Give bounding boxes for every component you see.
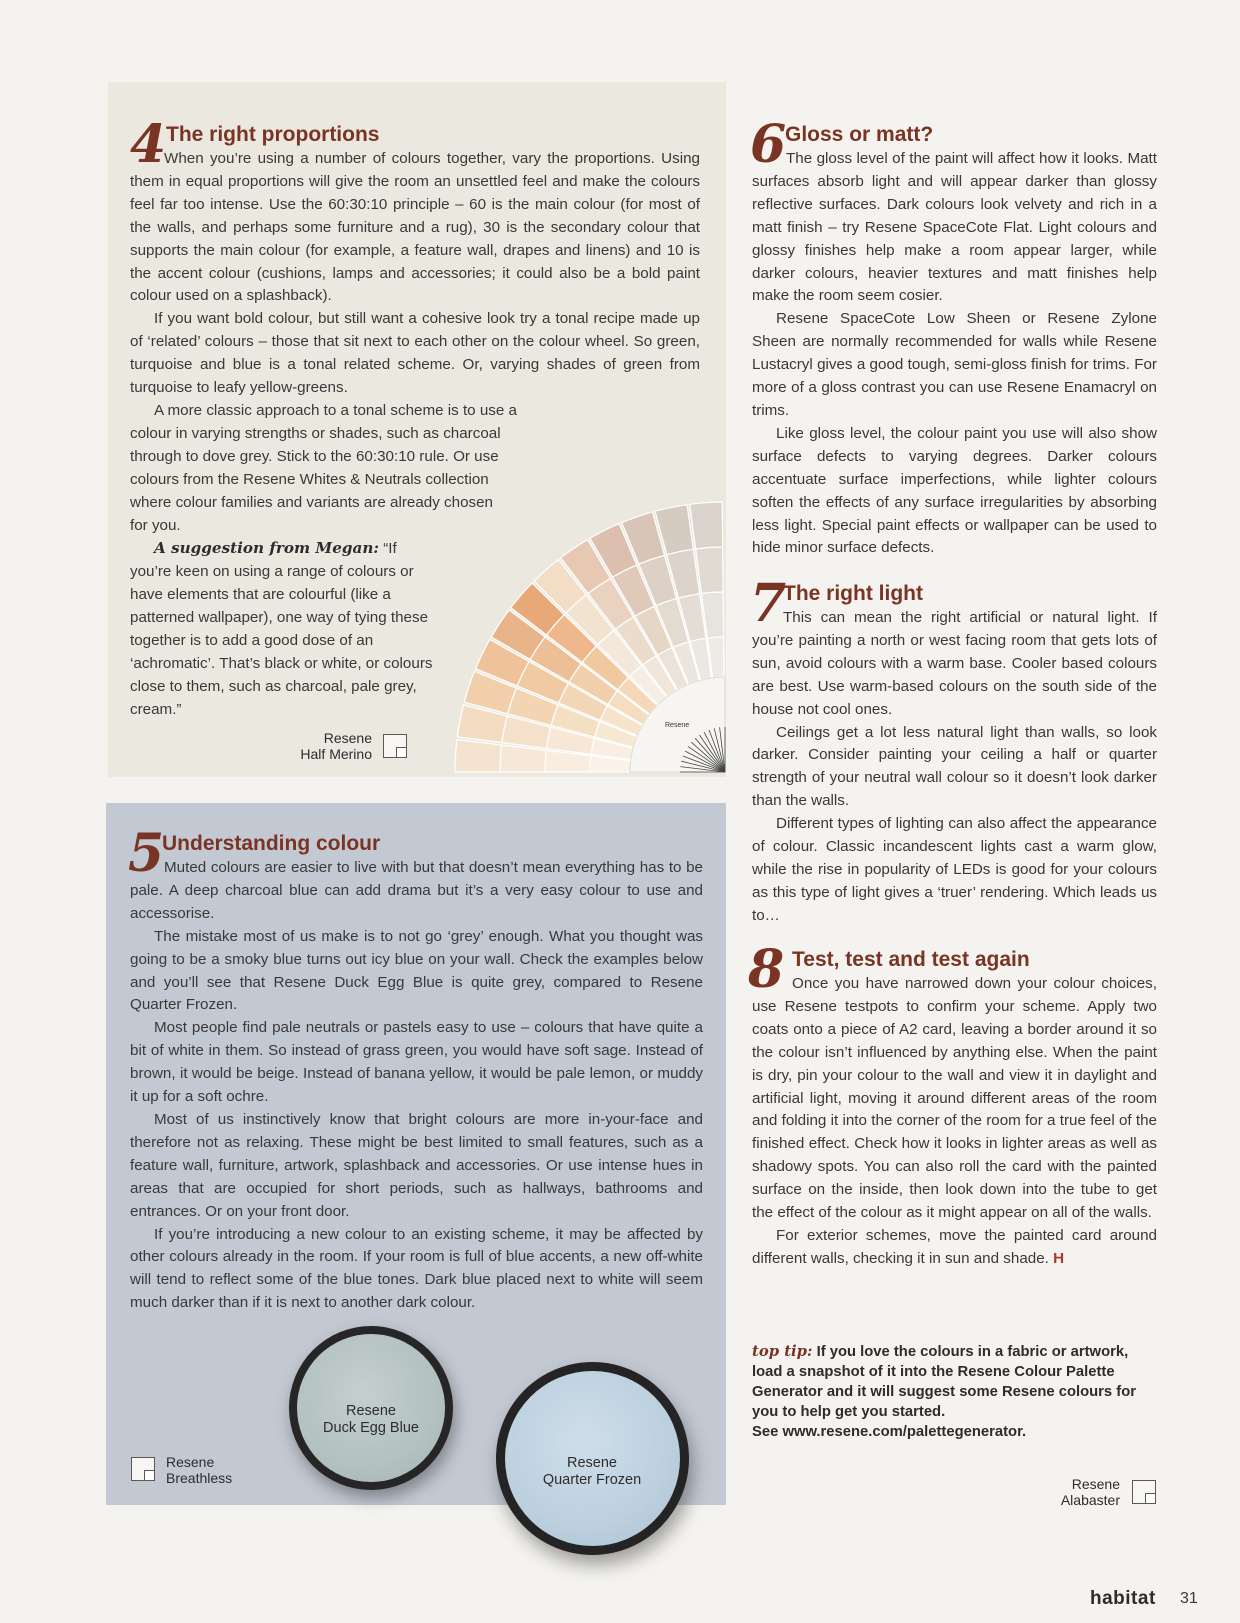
swatch-brand: Resene: [166, 1454, 215, 1470]
section-7-paragraph: This can mean the right artificial or natural light. If you’re painting a north or west facing room that gets lots of sun, avoid colours with a warm base. Cooler based colours are best. Use warm-based colours on the south side of the house not cool ones.: [752, 609, 1157, 718]
swatch-icon: [131, 1457, 155, 1481]
megan-suggestion: [130, 537, 435, 721]
section-5: [128, 823, 703, 1315]
page-number: 31: [1180, 1590, 1198, 1607]
end-mark: H: [1053, 1249, 1065, 1267]
section-5-paragraph: Most of us instinctively know that bright colours are more in-your-face and therefore not as relaxing. These might be best limited to small features, such as a feature wall, furniture, artwork, splashback and accessories. Or use intense hues in areas that are occupied for short periods, such as hallways, bathrooms and entrances. Or on your front door.: [130, 1110, 703, 1220]
section-4-numeral: 4: [130, 114, 167, 175]
section-6-paragraph: Like gloss level, the colour paint you use will also show surface defects to varying degrees. Darker colours accentuate surface imperfections, while lighter colours soften the effects of any surface irregularities by absorbing less light. Special paint effects or wallpaper can be used to hide minor surface defects.: [752, 424, 1157, 557]
section-5-heading: Understanding colour: [162, 832, 381, 855]
swatch-brand: Resene: [1071, 1476, 1120, 1492]
top-tip-link[interactable]: See www.resene.com/palettegenerator.: [752, 1424, 1027, 1440]
swatch-name: Half Merino: [300, 746, 372, 762]
section-8-closing-text: For exterior schemes, move the painted card around different walls, checking it in sun and shade.: [752, 1226, 1157, 1267]
tin-colour-name: Quarter Frozen: [542, 1472, 642, 1488]
section-8: [748, 939, 1157, 1271]
megan-suggestion-text: “If you’re keen on using a range of colours or have elements that are colourful (like a patterned wallpaper), one way of tying these together is to add a good dose of an ‘achromatic’. That’s black or white, or colours close to them, such as charcoal, pale grey, cream.”: [130, 540, 433, 718]
section-7-heading: The right light: [783, 582, 923, 605]
section-4-paragraph: A more classic approach to a tonal scheme is to use a colour in varying strengths or shades, such as charcoal through to dove grey. Stick to the 60:30:10 rule. Or use colours from the Resene Whites & Neutrals collection where colour families and variants are already chosen: [130, 401, 518, 511]
top-tip-label: top tip:: [752, 1343, 813, 1360]
section-5-paragraph: Muted colours are easier to live with but that doesn’t mean everything has to be pale. A deep charcoal blue can add drama but it’s a very easy colour to use and accessorise.: [130, 859, 703, 922]
magazine-brand: habitat: [1090, 1588, 1156, 1609]
top-tip: [752, 1342, 1162, 1442]
section-8-paragraph: [752, 1225, 1157, 1271]
section-6-paragraph: The gloss level of the paint will affect how it looks. Matt surfaces absorb light and will appear darker than glossy reflective surfaces. Dark colours look velvety and rich in a matt finish – try Resene SpaceCote Flat. Light colours and glossy finishes help make a room appear larger, while darker colours, heavier textures and matt finishes help make the room seem cosier.: [752, 150, 1157, 305]
section-4-paragraph: for you.: [130, 516, 181, 534]
swatch-name: Alabaster: [1060, 1492, 1120, 1508]
section-8-numeral: 8: [748, 939, 785, 1000]
top-tip-text: If you love the colours in a fabric or artwork, load a snapshot of it into the Resene Colour Palette Generator and it will suggest some Resene colours for you to help get you started.: [752, 1344, 1136, 1420]
fan-chip: [500, 745, 546, 772]
swatch-name: Breathless: [166, 1470, 233, 1486]
section-6-numeral: 6: [750, 114, 787, 175]
section-4-heading: The right proportions: [166, 123, 380, 146]
swatch-icon: [383, 734, 407, 758]
tin-label-duck-egg-blue: [310, 1403, 432, 1437]
section-5-paragraph: If you’re introducing a new colour to an existing scheme, it may be affected by other colours already in the room. If your room is full of blue accents, a new off-white will tend to reflect some of the blue tones. Dark blue placed next to white will seem much darker than if it is next to another dark colour.: [130, 1225, 703, 1312]
section-8-heading: Test, test and test again: [792, 948, 1030, 971]
tin-brand: Resene: [346, 1403, 396, 1419]
section-7-paragraph: Ceilings get a lot less natural light than walls, so look darker. Consider painting your ceiling a half or quarter strength of your neutral wall colour so it doesn’t look darker than the walls.: [752, 723, 1157, 810]
tin-label-quarter-frozen: [522, 1455, 662, 1489]
swatch-label-breathless: [166, 1454, 286, 1486]
swatch-label-half-merino: [262, 730, 372, 762]
section-5-numeral: 5: [128, 823, 165, 884]
section-4: [130, 114, 700, 722]
swatch-brand: Resene: [323, 730, 372, 746]
section-6-paragraph: Resene SpaceCote Low Sheen or Resene Zylone Sheen are normally recommended for walls while Resene Lustacryl gives a good tough, semi-gloss finish for trims. For more of a gloss contrast you can use Resene Enamacryl on trims.: [752, 310, 1157, 419]
section-4-paragraph: When you’re using a number of colours together, vary the proportions. Using them in equal proportions will give the room an unsettled feel and make the colours feel far too intense. Use the 60:30:10 principle – 60 is the main colour (for most of the walls, and perhaps some furniture and a rug), 30 is the secondary colour that supports the main colour (for example, a feature wall, drapes and linens) and 10 is the accent colour (cushions, lamps and accessories; it could also be a bold paint colour used on a splashback).: [130, 150, 700, 305]
tin-brand: Resene: [567, 1455, 617, 1471]
section-5-paragraph: The mistake most of us make is to not go ‘grey’ enough. What you thought was going to be a smoky blue turns out icy blue on your wall. Check the examples below and you’ll see that Resene Duck Egg Blue is quite grey, compared to Resene Quarter Frozen.: [130, 927, 703, 1014]
swatch-icon: [1132, 1480, 1156, 1504]
fan-brand-label: Resene: [665, 722, 690, 729]
megan-suggestion-label: A suggestion from Megan:: [154, 539, 379, 558]
section-5-paragraph: Most people find pale neutrals or pastels easy to use – colours that have quite a bit of white in them. So instead of grass green, you would have soft sage. Instead of brown, it would be beige. Instead of banana yellow, it would be pale lemon, or muddy it up for a soft ochre.: [130, 1019, 703, 1106]
section-4-paragraph: If you want bold colour, but still want a cohesive look try a tonal recipe made up of ‘related’ colours – those that sit next to each other on the colour wheel. So green, turquoise and blue is a tonal related scheme. Or, varying shades of green from turquoise to leafy yellow-greens.: [130, 310, 700, 397]
swatch-label-alabaster: [1010, 1476, 1120, 1508]
section-7-numeral: 7: [750, 573, 787, 634]
section-7: [750, 573, 1157, 928]
tin-colour-name: Duck Egg Blue: [323, 1420, 419, 1436]
section-7-paragraph: Different types of lighting can also affect the appearance of colour. Classic incandescent lights cast a warm glow, while the rise in popularity of LEDs is good for your colours as this type of light gives a ‘truer’ rendering. Which leads us to…: [752, 815, 1157, 924]
section-6: [750, 114, 1157, 560]
fan-chip: [455, 740, 502, 772]
section-6-heading: Gloss or matt?: [785, 123, 934, 146]
section-8-paragraph: Once you have narrowed down your colour choices, use Resene testpots to confirm your scheme. Apply two coats onto a piece of A2 card, leaving a border around it so the colour isn’t influenced by anything else. When the paint is dry, pin your colour to the wall and view it in daylight and artificial light, moving it around different areas of the room and folding it into the corner of the room for a true feel of the finished effect. Check how it looks in lighter areas as well as shadowy spots. You can also roll the card with the painted surface on the inside, then look down into the tube to get the effect of the colour as it might appear on all of the walls.: [752, 975, 1157, 1222]
